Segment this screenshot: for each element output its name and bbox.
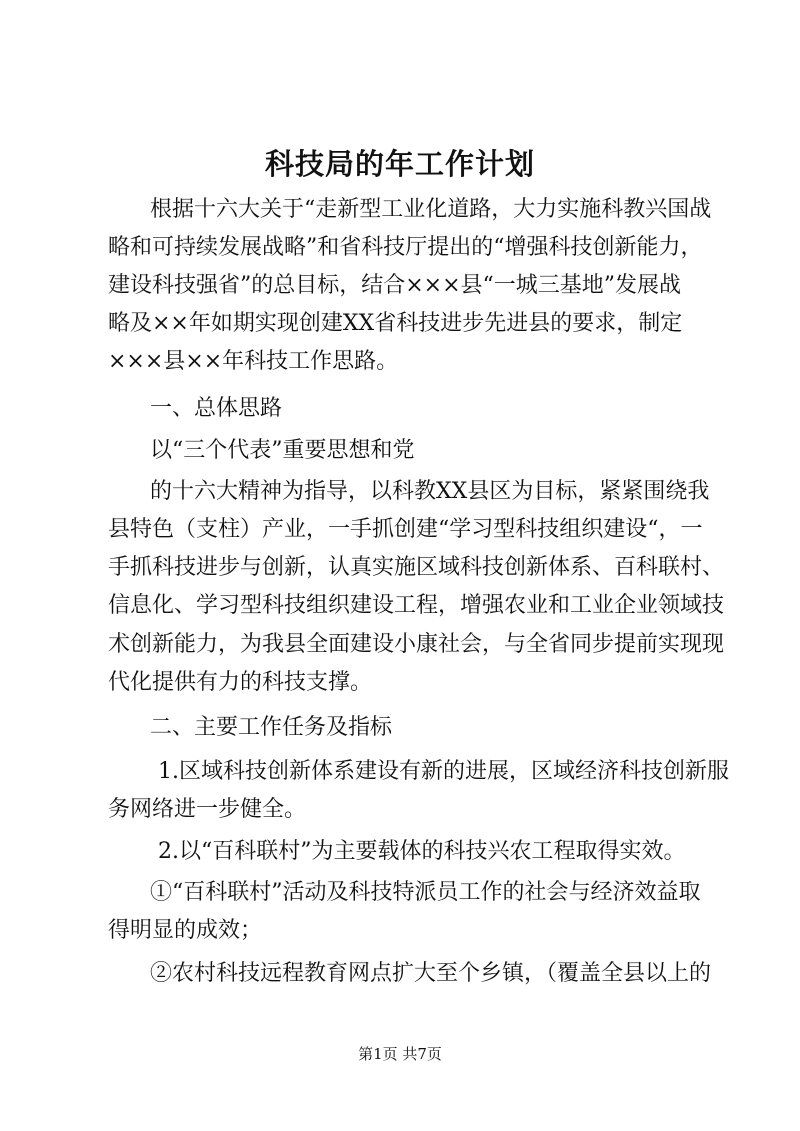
- body-line: 以“三个代表”重要思想和党: [150, 438, 415, 463]
- section-heading: 二、主要工作任务及指标: [150, 715, 393, 740]
- body-line: 2.以“百科联村”为主要载体的科技兴农工程取得实效。: [158, 839, 686, 864]
- body-line: ②农村科技远程教育网点扩大至个乡镇，（覆盖全县以上的: [150, 961, 712, 986]
- document-title: 科技局的年工作计划: [264, 147, 535, 181]
- body-line: 县特色（支柱）产业，一手抓创建“学习型科技组织建设“，一: [108, 517, 703, 542]
- body-line: 的十六大精神为指导，以科教XX县区为目标，紧紧围绕我: [150, 479, 710, 504]
- body-line: 1.区域科技创新体系建设有新的进展，区域经济科技创新服: [158, 759, 729, 784]
- body-line: 务网络进一步健全。: [108, 797, 307, 822]
- body-line: 略及××年如期实现创建XX省科技进步先进县的要求，制定: [108, 311, 683, 336]
- body-line: 手抓科技进步与创新，认真实施区域科技创新体系、百科联村、: [108, 555, 725, 580]
- body-line: 建设科技强省”的总目标，结合×××县“一城三基地”发展战: [108, 273, 682, 298]
- body-line: 代化提供有力的科技支撑。: [108, 670, 373, 695]
- body-line: ×××县××年科技工作思路。: [108, 349, 399, 374]
- body-line: 根据十六大关于“走新型工业化道路，大力实施科教兴国战: [150, 197, 712, 222]
- page-number: 第1页 共7页: [358, 1045, 442, 1063]
- body-line: 得明显的成效；: [108, 918, 263, 943]
- body-line: 略和可持续发展战略”和省科技厅提出的“增强科技创新能力，: [108, 235, 703, 260]
- body-line: ①“百科联村”活动及科技特派员工作的社会与经济效益取: [150, 880, 701, 905]
- body-line: 术创新能力，为我县全面建设小康社会，与全省同步提前实现现: [108, 632, 725, 657]
- section-heading: 一、总体思路: [150, 396, 283, 421]
- body-line: 信息化、学习型科技组织建设工程，增强农业和工业企业领域技: [108, 593, 725, 618]
